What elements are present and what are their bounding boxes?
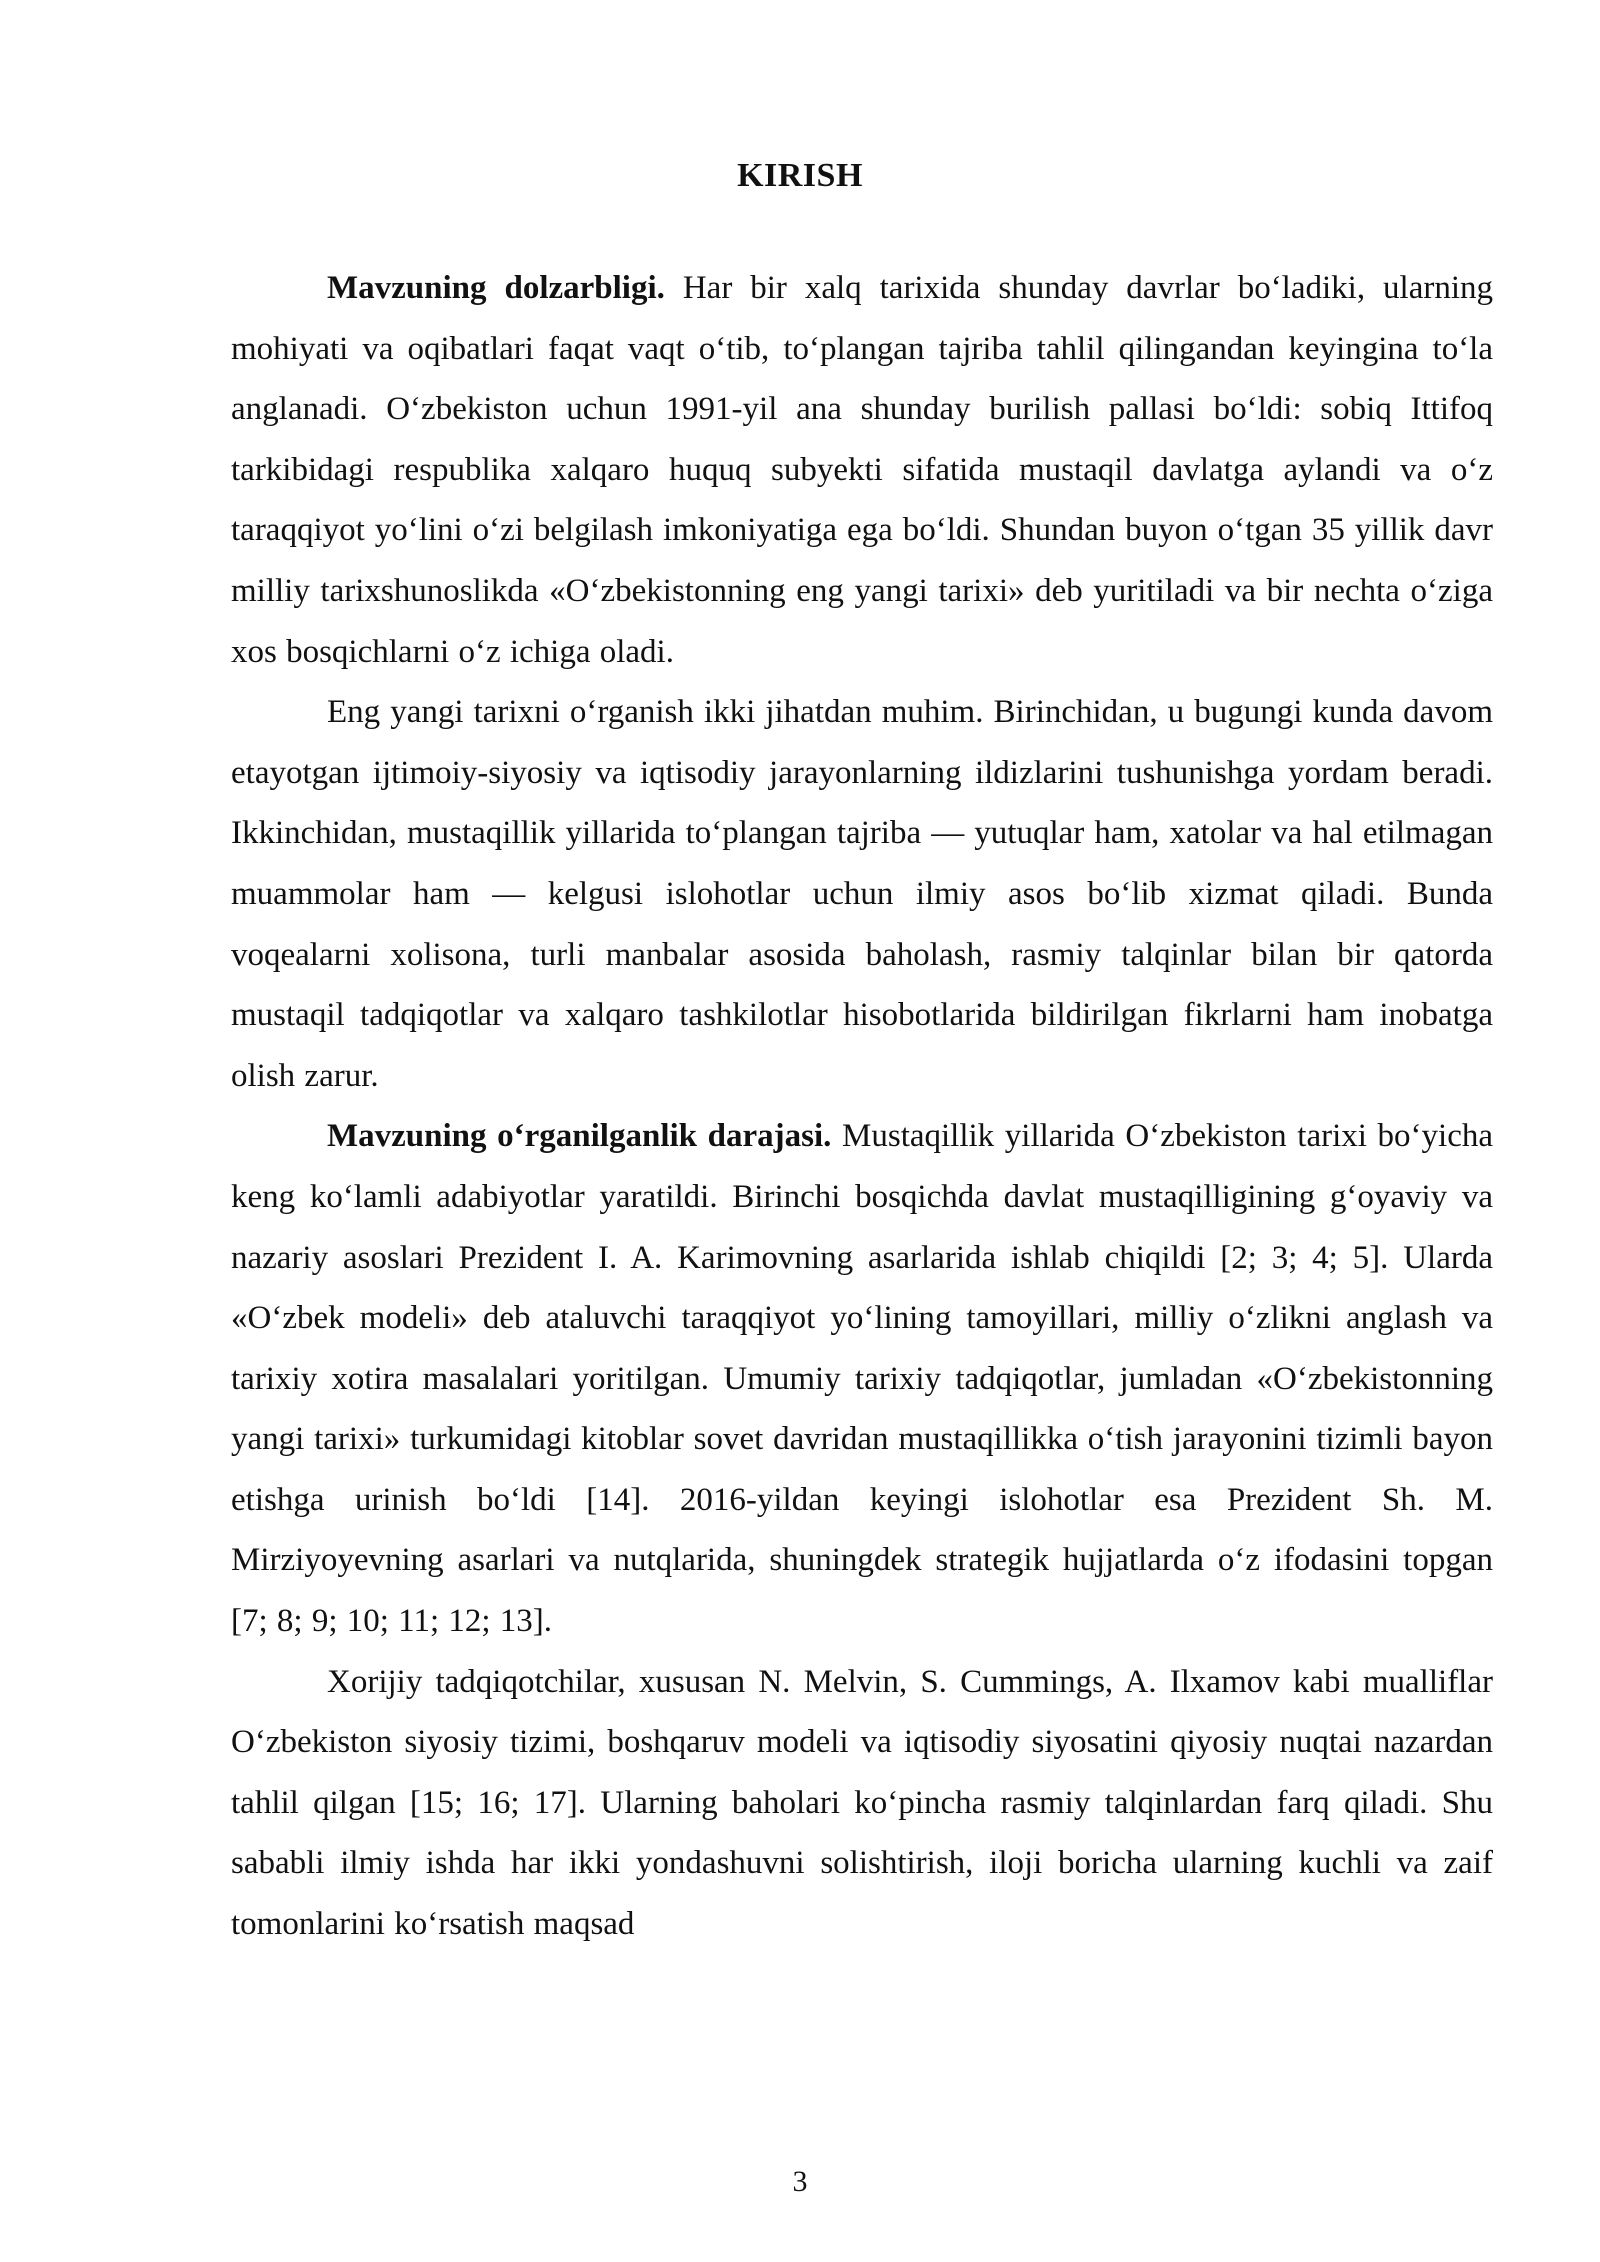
page-title: KIRISH [737,157,863,194]
paragraph-importance [231,682,1493,1106]
page-number: 3 [792,2165,808,2198]
paragraph-heading: Mavzuning o‘rganilganlik darajasi. [327,1118,832,1155]
paragraph-text: Mustaqillik yillarida O‘zbekiston tarixi bo‘yicha keng ko‘lamli adabiyotlar yaratildi. Birinchi bosqichda davlat mustaqilligining g‘oyaviy va nazariy asoslari Prezident I. A. Karimovning asarlarida ishlab chiqildi [2; 3; 4; 5]. Ularda «O‘zbek modeli» deb ataluvchi taraqqiyot yo‘lining tamoyillari, milliy o‘zlikni anglash va tarixiy xotira masalalari yoritilgan. Umumiy tarixiy tadqiqotlar, jumladan «O‘zbekistonning yangi tarixi» turkumidagi kitoblar sovet davridan mustaqillikka o‘tish jarayonini tizimli bayon etishga urinish bo‘ldi [14]. 2016-yildan keyingi islohotlar esa Prezident Sh. M. Mirziyoyevning asarlari va nutqlarida, shuningdek strategik hujjatlarda o‘z ifodasini topgan [7; 8; 9; 10; 11; 12; 13]. [231,1118,1494,1640]
paragraph-text: Eng yangi tarixni o‘rganish ikki jihatdan muhim. Birinchidan, u bugungi kunda davom etayotgan ijtimoiy-siyosiy va iqtisodiy jarayonlarning ildizlarini tushunishga yordam beradi. Ikkinchidan, mustaqillik yillarida to‘plangan tajriba — yutuqlar ham, xatolar va hal etilmagan muammolar ham — kelgusi islohotlar uchun ilmiy asos bo‘lib xizmat qiladi. Bunda voqealarni xolisona, turli manbalar asosida baholash, rasmiy talqinlar bilan bir qatorda mustaqil tadqiqotlar va xalqaro tashkilotlar hisobotlarida bildirilgan fikrlarni ham inobatga olish zarur. [231,694,1493,1094]
paragraph-literature-review [231,1106,1493,1651]
paragraph-foreign-research [231,1652,1493,1955]
paragraph-text: Har bir xalq tarixida shunday davrlar bo‘ladiki, ularning mohiyati va oqibatlari faqat vaqt o‘tib, to‘plangan tajriba tahlil qilingandan keyingina to‘la anglanadi. O‘zbekiston uchun 1991-yil ana shunday burilish pallasi bo‘ldi: sobiq Ittifoq tarkibidagi respublika xalqaro huquq subyekti sifatida mustaqil davlatga aylandi va o‘z taraqqiyot yo‘lini o‘zi belgilash imkoniyatiga ega bo‘ldi. Shundan buyon o‘tgan 35 yillik davr milliy tarixshunoslikda «O‘zbekistonning eng yangi tarixi» deb yuritiladi va bir nechta o‘ziga xos bosqichlarni o‘z ichiga oladi. [231,270,1494,670]
paragraph-heading: Mavzuning dolzarbligi. [327,270,665,306]
paragraph-text: Xorijiy tadqiqotchilar, xususan N. Melvin, S. Cummings, A. Ilxamov kabi mualliflar O‘zbekiston siyosiy tizimi, boshqaruv modeli va iqtisodiy siyosatini qiyosiy nuqtai nazardan tahlil qilgan [15; 16; 17]. Ularning baholari ko‘pincha rasmiy talqinlardan farq qiladi. Shu sababli ilmiy ishda har ikki yondashuvni solishtirish, iloji boricha ularning kuchli va zaif tomonlarini ko‘rsatish maqsad [231,1663,1493,1943]
paragraph-relevance [231,258,1493,682]
body-text [231,258,1493,1955]
